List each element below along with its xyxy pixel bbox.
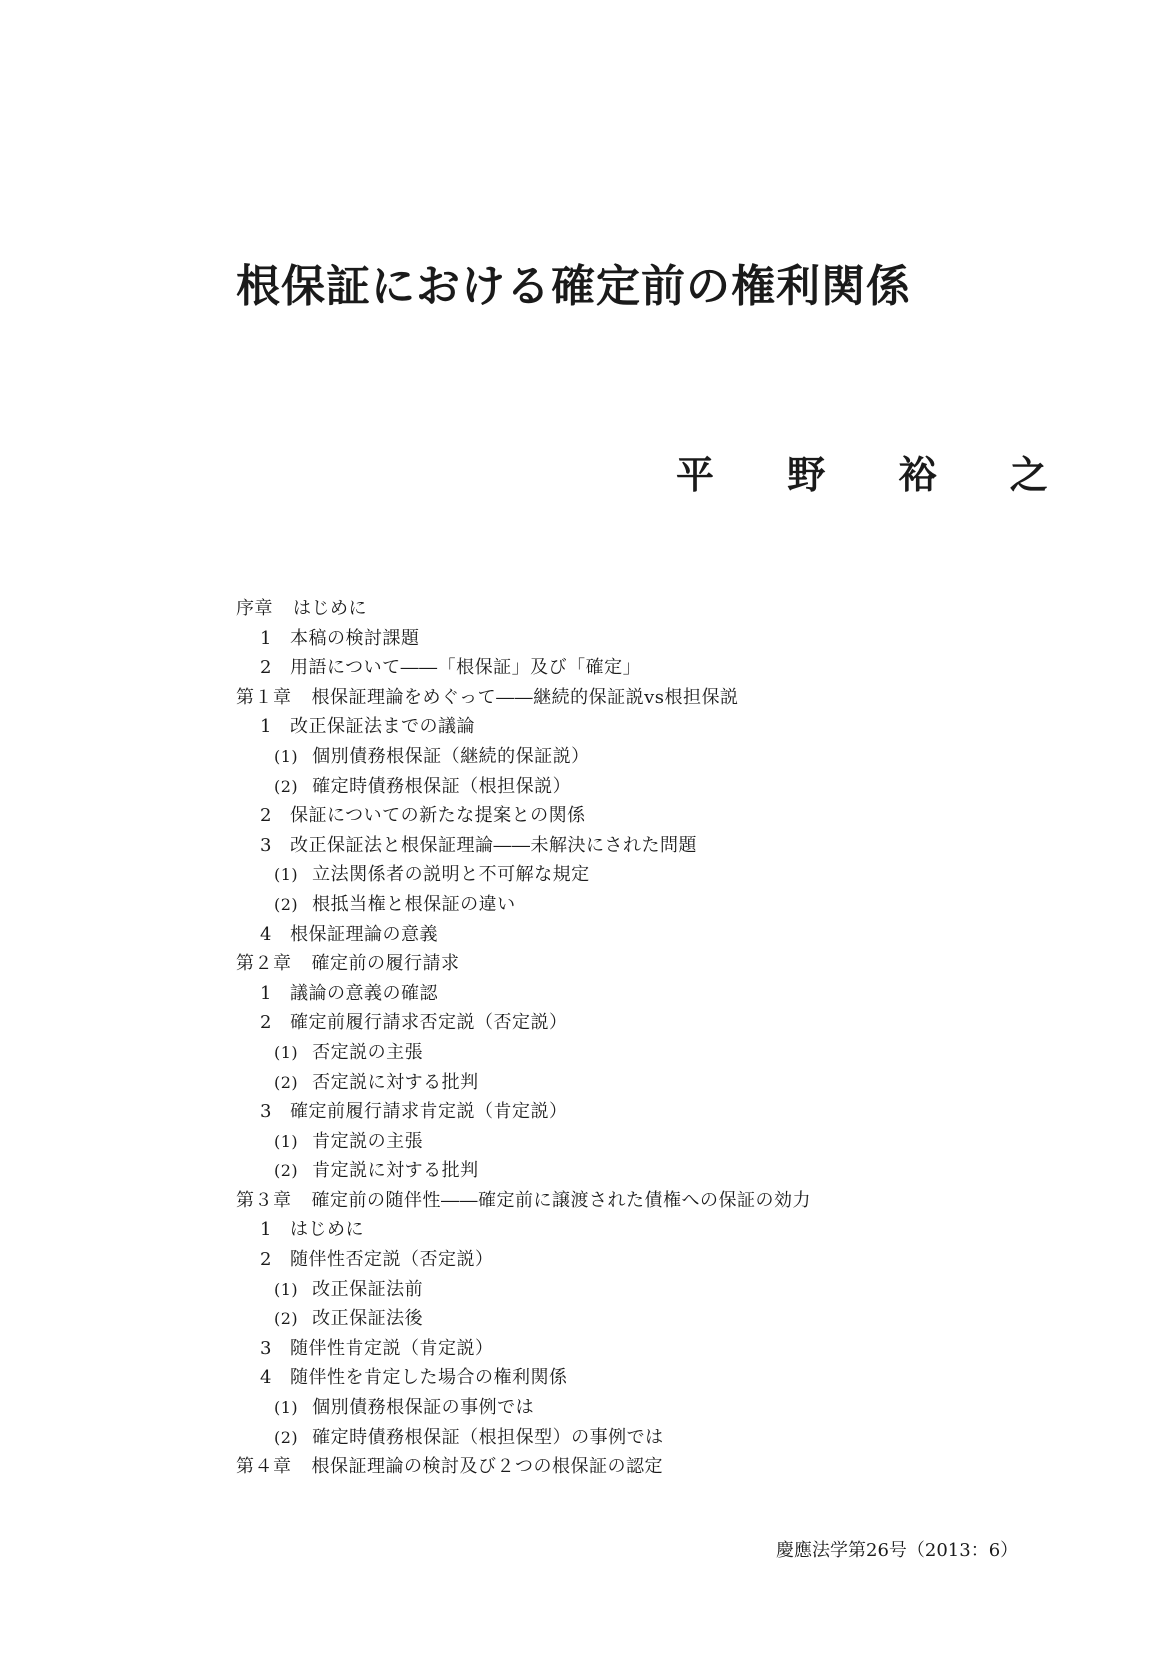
toc-entry-number: (1): [274, 1398, 299, 1418]
toc-entry-text: 否定説の主張: [312, 1041, 424, 1063]
toc-entry: [236, 1275, 1016, 1305]
toc-entry: [236, 1393, 1016, 1423]
toc-entry-text: 肯定説の主張: [312, 1130, 424, 1152]
toc-entry-text: 肯定説に対する批判: [312, 1160, 479, 1182]
toc-entry: [236, 1156, 1016, 1186]
toc-entry-number: (2): [274, 1309, 299, 1329]
toc-entry-number: (1): [274, 1131, 299, 1151]
toc-entry-number: 第２章: [236, 953, 292, 975]
paper-title: 根保証における確定前の権利関係: [236, 261, 911, 313]
toc-entry-text: 随伴性肯定説（肯定説）: [289, 1337, 494, 1359]
toc-entry: [236, 890, 1016, 920]
toc-entry-text: 改正保証法前: [312, 1278, 424, 1300]
table-of-contents: [236, 594, 1016, 1482]
toc-entry-text: 確定前履行請求否定説（否定説）: [289, 1012, 568, 1034]
toc-entry: [236, 979, 1016, 1009]
toc-entry-text: 保証についての新たな提案との関係: [289, 805, 586, 827]
toc-entry-text: 改正保証法と根保証理論――未解決にされた問題: [289, 834, 697, 856]
toc-entry-number: (2): [274, 1072, 299, 1092]
toc-entry: [236, 594, 1016, 624]
journal-footer: 慶應法学第26号（2013：6）: [776, 1540, 1019, 1561]
toc-entry-number: (2): [274, 894, 299, 914]
toc-entry: [236, 949, 1016, 979]
toc-entry: [236, 1127, 1016, 1157]
toc-entry-text: 立法関係者の説明と不可解な規定: [312, 864, 590, 886]
toc-entry: [236, 801, 1016, 831]
toc-entry-number: 4: [260, 1367, 272, 1389]
toc-entry: [236, 1008, 1016, 1038]
toc-entry: [236, 831, 1016, 861]
toc-entry: [236, 860, 1016, 890]
toc-entry-number: 4: [260, 923, 272, 945]
toc-entry: [236, 1186, 1016, 1216]
toc-entry-text: 随伴性を肯定した場合の権利関係: [289, 1367, 568, 1389]
toc-entry-number: (1): [274, 746, 299, 766]
toc-entry-text: 個別債務根保証（継続的保証説）: [312, 745, 590, 767]
toc-entry-number: 1: [260, 982, 272, 1004]
toc-entry-number: 2: [260, 657, 272, 679]
toc-entry: [236, 1038, 1016, 1068]
toc-entry-text: 改正保証法までの議論: [289, 716, 475, 738]
toc-entry-number: (2): [274, 1427, 299, 1447]
toc-entry-number: 1: [260, 627, 272, 649]
toc-entry-text: 随伴性否定説（否定説）: [289, 1249, 494, 1271]
toc-entry-number: 第３章: [236, 1189, 292, 1211]
toc-entry-text: 根保証理論の検討及び２つの根保証の認定: [311, 1456, 663, 1478]
toc-entry: [236, 742, 1016, 772]
toc-entry: [236, 1363, 1016, 1393]
toc-entry: [236, 1215, 1016, 1245]
toc-entry-number: (1): [274, 865, 299, 885]
toc-entry: [236, 712, 1016, 742]
toc-entry-number: 1: [260, 716, 272, 738]
toc-entry-number: (2): [274, 1161, 299, 1181]
toc-entry-text: 用語について――「根保証」及び「確定」: [289, 657, 642, 679]
toc-entry: [236, 1334, 1016, 1364]
toc-entry-number: 3: [260, 834, 272, 856]
toc-entry: [236, 1068, 1016, 1098]
toc-entry-number: (2): [274, 776, 299, 796]
toc-entry: [236, 1304, 1016, 1334]
toc-entry-text: 根抵当権と根保証の違い: [312, 893, 516, 915]
toc-entry-number: 序章: [236, 598, 273, 619]
toc-entry: [236, 1423, 1016, 1453]
toc-entry-number: 2: [260, 1012, 272, 1034]
toc-entry-text: 議論の意義の確認: [289, 982, 438, 1004]
toc-entry-text: 確定時債務根保証（根担保説）: [312, 775, 572, 797]
toc-entry-text: 改正保証法後: [312, 1308, 424, 1330]
toc-entry-text: 否定説に対する批判: [312, 1071, 479, 1093]
toc-entry: [236, 653, 1016, 683]
toc-entry-text: 個別債務根保証の事例では: [312, 1397, 535, 1419]
toc-entry-number: 第１章: [236, 686, 292, 708]
toc-entry-number: 2: [260, 1249, 272, 1271]
toc-entry: [236, 1452, 1016, 1482]
author-name: 平 野 裕 之: [676, 452, 1078, 497]
toc-entry-number: 2: [260, 805, 272, 827]
toc-entry-number: (1): [274, 1279, 299, 1299]
toc-entry-text: 根保証理論をめぐって――継続的保証説vs根担保説: [311, 686, 739, 708]
toc-entry: [236, 920, 1016, 950]
toc-entry-text: 確定前履行請求肯定説（肯定説）: [289, 1101, 568, 1123]
toc-entry-text: 確定前の随伴性――確定前に譲渡された債権への保証の効力: [311, 1189, 811, 1211]
toc-entry: [236, 1245, 1016, 1275]
toc-entry-number: (1): [274, 1042, 299, 1062]
toc-entry-text: 確定時債務根保証（根担保型）の事例では: [312, 1426, 664, 1448]
toc-entry-text: はじめに: [289, 1219, 364, 1241]
toc-entry-text: 確定前の履行請求: [311, 953, 460, 975]
toc-entry: [236, 772, 1016, 802]
toc-entry: [236, 683, 1016, 713]
toc-entry-text: 根保証理論の意義: [289, 923, 438, 945]
toc-entry-text: 本稿の検討課題: [289, 627, 420, 649]
toc-entry: [236, 624, 1016, 654]
toc-entry-number: 3: [260, 1101, 272, 1123]
toc-entry-number: 3: [260, 1337, 272, 1359]
toc-entry-number: 1: [260, 1219, 272, 1241]
toc-entry: [236, 1097, 1016, 1127]
toc-entry-text: はじめに: [293, 598, 367, 619]
toc-entry-number: 第４章: [236, 1456, 292, 1478]
